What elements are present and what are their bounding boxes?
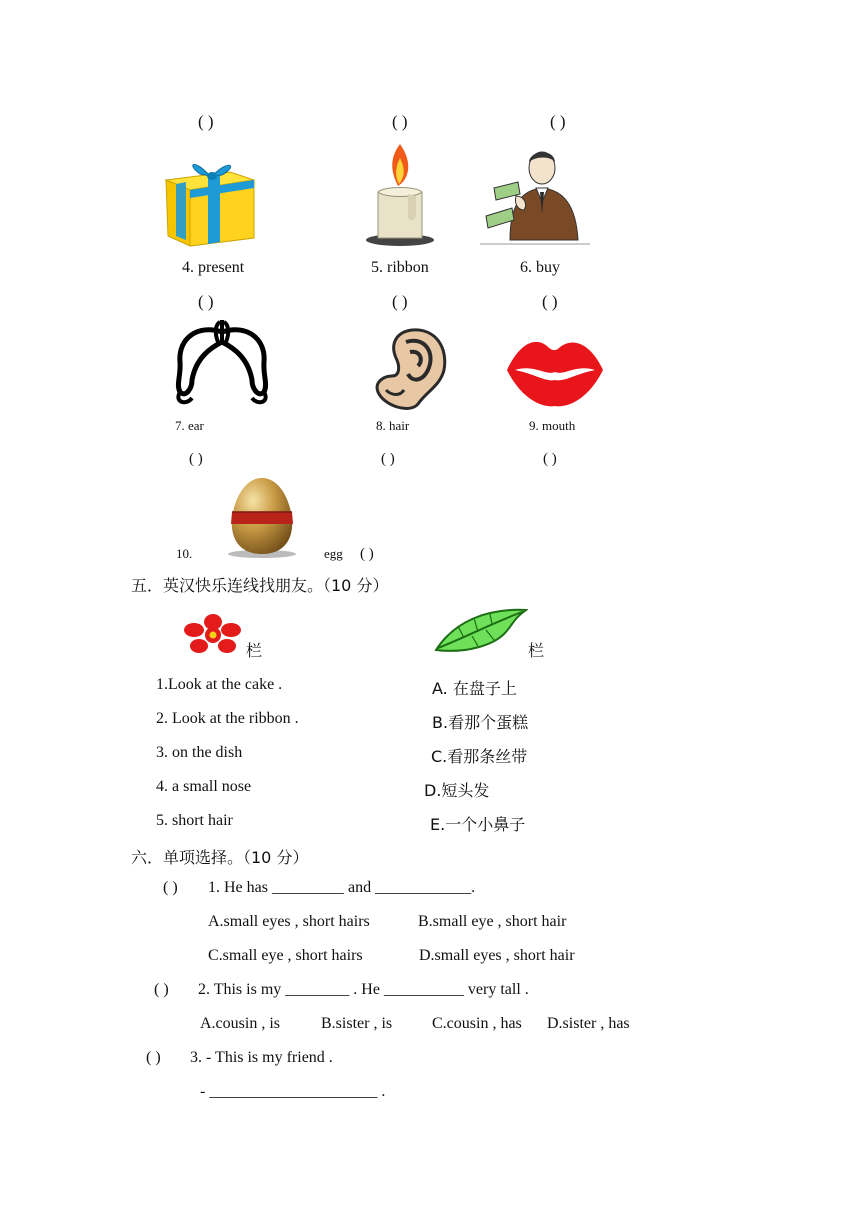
caption-ribbon: 5. ribbon (371, 259, 429, 276)
left-column-label: 栏 (246, 641, 263, 660)
man-with-money-icon (480, 140, 590, 248)
match-right-d[interactable]: D.短头发 (424, 781, 490, 800)
match-right-e[interactable]: E.一个小鼻子 (430, 815, 526, 834)
q2-option-d[interactable]: D.sister , has (547, 1015, 630, 1032)
q1-stem: 1. He has _________ and ____________. (208, 879, 476, 896)
answer-paren-3[interactable]: ( ) (550, 112, 566, 131)
answer-paren-10[interactable]: ( ) (360, 546, 374, 562)
match-right-b[interactable]: B.看那个蛋糕 (432, 713, 529, 732)
q3-answer-paren[interactable]: ( ) (146, 1049, 161, 1066)
match-right-a[interactable]: A. 在盘子上 (432, 679, 517, 698)
ear-icon (370, 326, 450, 410)
caption-ear: 7. ear (175, 418, 204, 433)
q2-answer-paren[interactable]: ( ) (154, 981, 169, 998)
answer-paren-2[interactable]: ( ) (392, 112, 408, 131)
red-flower-icon (183, 614, 243, 654)
q1-option-d[interactable]: D.small eyes , short hair (419, 947, 575, 964)
egg-word: egg (324, 546, 343, 561)
egg-number: 10. (176, 546, 193, 561)
green-leaf-icon (434, 606, 528, 656)
caption-present: 4. present (182, 259, 245, 276)
q1-option-c[interactable]: C.small eye , short hairs (208, 947, 363, 964)
q1-option-a[interactable]: A.small eyes , short hairs (208, 913, 370, 930)
caption-hair: 8. hair (376, 418, 410, 433)
answer-paren-6[interactable]: ( ) (542, 292, 558, 311)
q3-answer-line[interactable]: - _____________________ . (200, 1083, 386, 1100)
q2-stem: 2. This is my ________ . He __________ very tall . (198, 981, 529, 998)
q1-option-b[interactable]: B.small eye , short hair (418, 913, 567, 930)
golden-egg-icon (224, 476, 300, 560)
match-left-2[interactable]: 2. Look at the ribbon . (156, 710, 299, 727)
q2-option-a[interactable]: A.cousin , is (200, 1015, 280, 1032)
match-left-1[interactable]: 1.Look at the cake . (156, 676, 283, 693)
right-column-label: 栏 (528, 641, 545, 660)
answer-paren-4[interactable]: ( ) (198, 292, 214, 311)
answer-paren-1[interactable]: ( ) (198, 112, 214, 131)
caption-mouth: 9. mouth (529, 418, 576, 433)
match-left-4[interactable]: 4. a small nose (156, 778, 252, 795)
lips-icon (505, 336, 605, 408)
q2-option-b[interactable]: B.sister , is (321, 1015, 393, 1032)
section5-title: 五．英汉快乐连线找朋友。（10 分） (131, 576, 389, 595)
caption-buy: 6. buy (520, 259, 560, 276)
q1-answer-paren[interactable]: ( ) (163, 879, 178, 896)
section6-title: 六．单项选择。（10 分） (131, 848, 309, 867)
match-right-c[interactable]: C.看那条丝带 (431, 747, 528, 766)
q2-option-c[interactable]: C.cousin , has (432, 1015, 522, 1032)
answer-paren-7[interactable]: ( ) (189, 451, 203, 467)
answer-paren-8[interactable]: ( ) (381, 451, 395, 467)
answer-paren-5[interactable]: ( ) (392, 292, 408, 311)
candle-icon (364, 140, 436, 248)
answer-paren-9[interactable]: ( ) (543, 451, 557, 467)
gift-box-icon (160, 158, 260, 250)
hair-icon (170, 318, 274, 408)
q3-stem: 3. - This is my friend . (190, 1049, 333, 1066)
match-left-5[interactable]: 5. short hair (156, 812, 233, 829)
match-left-3[interactable]: 3. on the dish (156, 744, 243, 761)
